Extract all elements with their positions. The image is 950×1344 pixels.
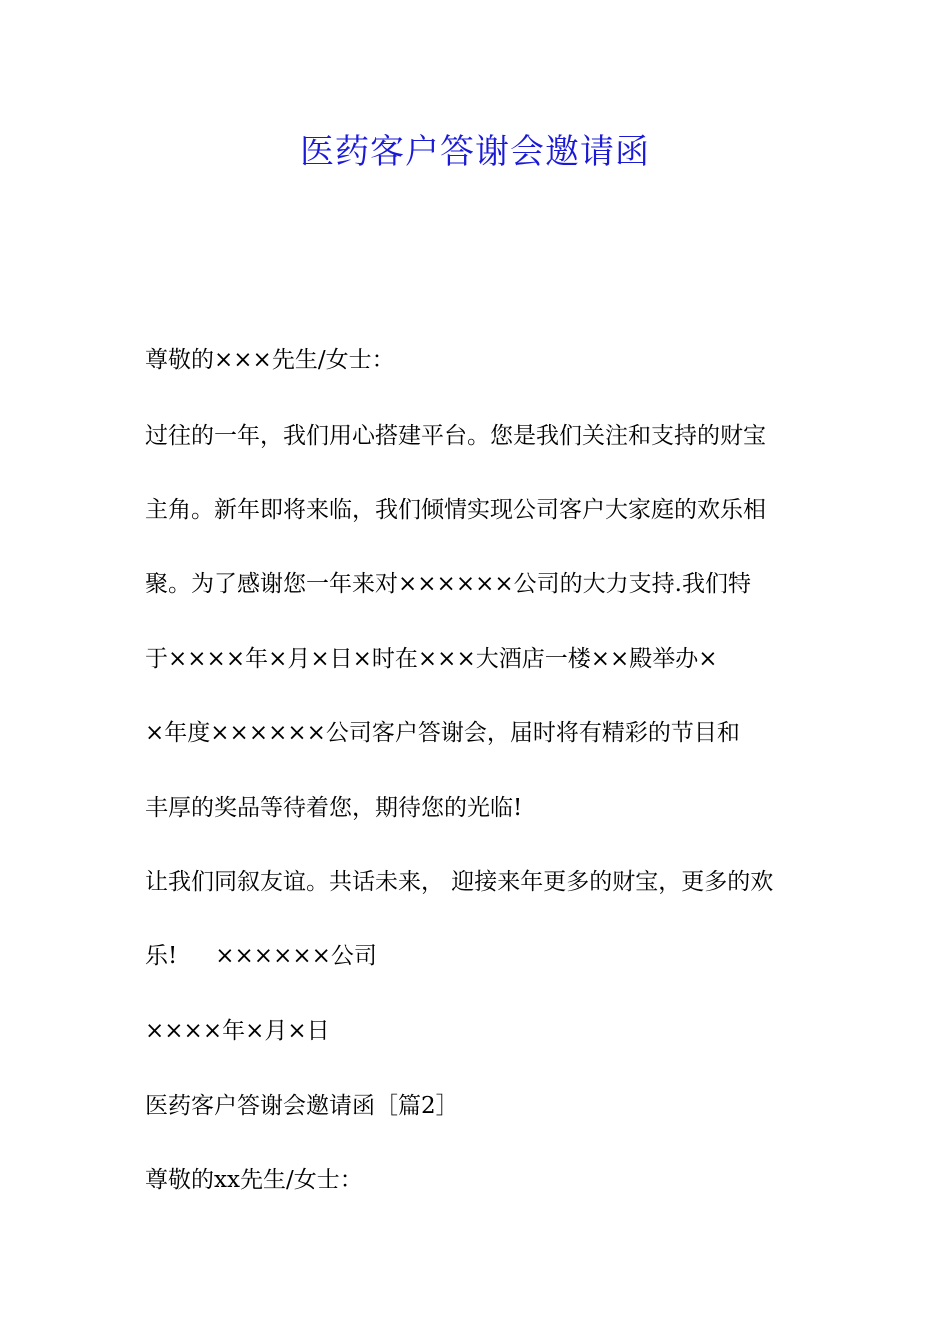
closing-text: 乐! xyxy=(145,943,178,969)
body-line-3: 聚。为了感谢您一年来对××××××公司的大力支持.我们特 xyxy=(145,571,751,597)
signature-company: ××××××公司 xyxy=(215,943,377,969)
closing-line xyxy=(145,938,377,974)
body-line-4: 于××××年×月×日×时在×××大酒店一楼××殿举办× xyxy=(145,646,718,672)
body-line-2: 主角。新年即将来临，我们倾情实现公司客户大家庭的欢乐相 xyxy=(145,497,766,523)
signature-date: ××××年×月×日 xyxy=(145,1018,330,1044)
body-line-7: 让我们同叙友谊。共话未来， 迎接来年更多的财宝，更多的欢 xyxy=(145,869,774,895)
body-line-5: ×年度××××××公司客户答谢会，届时将有精彩的节目和 xyxy=(145,720,740,746)
next-salutation: 尊敬的xx先生/女士： xyxy=(145,1167,363,1193)
body-line-1: 过往的一年，我们用心搭建平台。您是我们关注和支持的财宝 xyxy=(145,423,766,449)
body-line-6: 丰厚的奖品等待着您，期待您的光临! xyxy=(145,795,523,821)
next-section-heading: 医药客户答谢会邀请函［篇2］ xyxy=(145,1093,459,1119)
document-title: 医药客户答谢会邀请函 xyxy=(300,132,650,172)
salutation: 尊敬的×××先生/女士： xyxy=(145,347,395,373)
